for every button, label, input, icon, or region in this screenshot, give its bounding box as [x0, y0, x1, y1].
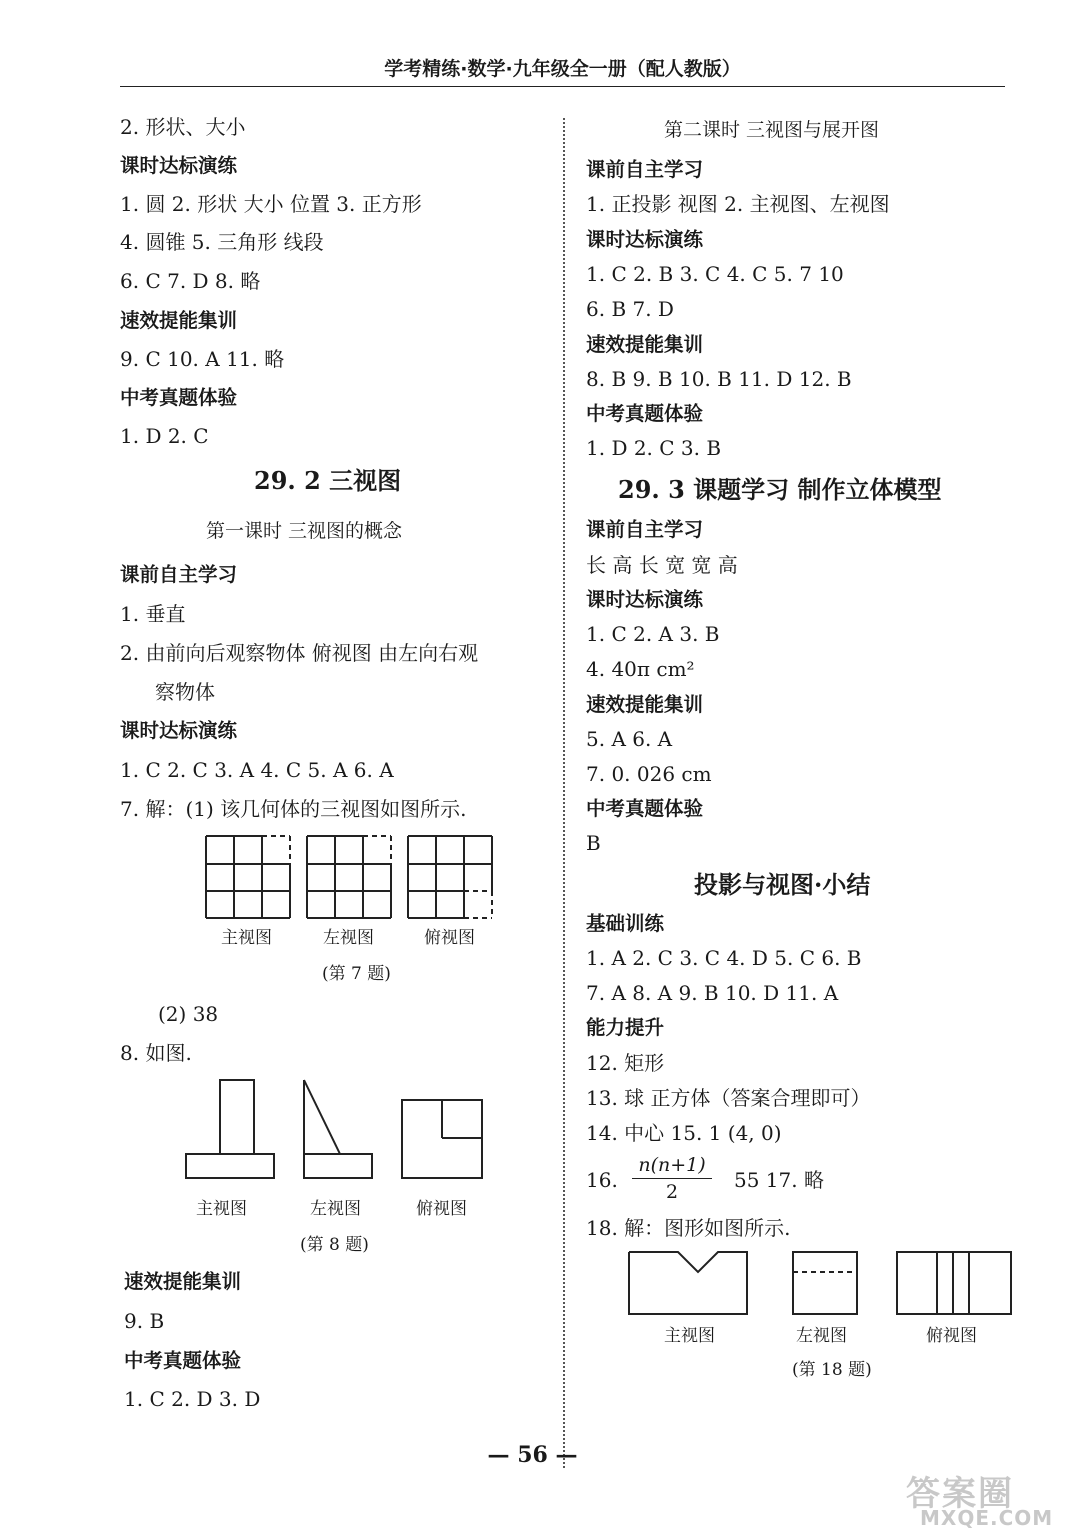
answer-line: 1. C 2. C 3. A 4. C 5. A 6. A: [120, 758, 394, 782]
answer-line: 12. 矩形: [586, 1051, 665, 1075]
answer-line: 4. 圆锥 5. 三角形 线段: [120, 230, 324, 254]
figure-8-views: [180, 1076, 500, 1184]
answer-line: 4. 40π cm²: [586, 657, 695, 681]
answer-line: 2. 由前向后观察物体 俯视图 由左向右观: [120, 641, 479, 665]
figure-18-left-view: [793, 1252, 857, 1314]
answer-line: 察物体: [155, 680, 215, 704]
figure-18-views: [620, 1246, 1020, 1318]
figure-18-label-left: 左视图: [796, 1326, 847, 1346]
answer-line: B: [586, 831, 601, 855]
figure-7-label-left: 左视图: [323, 928, 374, 948]
section-title: 29. 3 课题学习 制作立体模型: [618, 475, 942, 504]
figure-7-label-top: 俯视图: [424, 928, 475, 948]
figure-18-caption: (第 18 题): [792, 1360, 872, 1380]
figure-8-caption: (第 8 题): [300, 1235, 369, 1255]
answer-line: 9. C 10. A 11. 略: [120, 347, 285, 371]
section-heading: 速效提能集训: [124, 1270, 242, 1293]
section-heading: 中考真题体验: [120, 386, 238, 409]
figure-8-label-top: 俯视图: [416, 1199, 467, 1219]
answer-line: 2. 形状、大小: [120, 115, 246, 139]
page-number: — 56 —: [487, 1442, 578, 1468]
answer-line: 14. 中心 15. 1 (4, 0): [586, 1121, 782, 1145]
answer-line: (2) 38: [158, 1002, 219, 1026]
answer-line: 1. C 2. D 3. D: [124, 1387, 261, 1411]
section-heading: 课前自主学习: [586, 158, 704, 181]
answer-line: 1. 圆 2. 形状 大小 位置 3. 正方形: [120, 192, 422, 216]
figure-18-top-view: [897, 1252, 1011, 1314]
lesson-title: 第二课时 三视图与展开图: [664, 119, 880, 141]
section-heading: 课时达标演练: [120, 154, 238, 177]
figure-18-main-view: [629, 1252, 747, 1314]
section-heading: 能力提升: [586, 1016, 665, 1039]
answer-line: 1. D 2. C: [120, 424, 209, 448]
section-heading: 速效提能集训: [120, 309, 238, 332]
fraction-bar: [632, 1178, 712, 1179]
answer-line: 7. 0. 026 cm: [586, 762, 712, 786]
watermark-text: 答案圈: [906, 1474, 1014, 1514]
answer-number: 16.: [586, 1168, 618, 1192]
lesson-title: 第一课时 三视图的概念: [206, 520, 403, 542]
fraction-numerator: n(n+1): [638, 1154, 706, 1176]
answer-line: 5. A 6. A: [586, 727, 673, 751]
figure-18-label-top: 俯视图: [926, 1326, 977, 1346]
figure-7-caption: (第 7 题): [322, 964, 391, 984]
answer-line: 13. 球 正方体（答案合理即可）: [586, 1086, 871, 1110]
figure-7-left-view: [307, 836, 391, 918]
answer-line: 7. A 8. A 9. B 10. D 11. A: [586, 981, 839, 1005]
figure-8-label-left: 左视图: [310, 1199, 361, 1219]
section-heading: 中考真题体验: [124, 1349, 242, 1372]
section-heading: 速效提能集训: [586, 333, 704, 356]
section-heading: 速效提能集训: [586, 693, 704, 716]
figure-8-main-view: [186, 1080, 274, 1178]
figure-8-left-view: [304, 1080, 372, 1178]
answer-line: 1. C 2. B 3. C 4. C 5. 7 10: [586, 262, 844, 286]
figure-8-label-main: 主视图: [196, 1199, 247, 1219]
answer-line: 55 17. 略: [734, 1168, 824, 1192]
answer-line: 1. 垂直: [120, 602, 186, 626]
section-heading: 中考真题体验: [586, 402, 704, 425]
answer-line: 1. A 2. C 3. C 4. D 5. C 6. B: [586, 946, 862, 970]
column-divider: [563, 118, 565, 1468]
section-heading: 中考真题体验: [586, 797, 704, 820]
answer-line: 18. 解：图形如图所示.: [586, 1216, 791, 1240]
answer-line: 1. C 2. A 3. B: [586, 622, 720, 646]
section-heading: 课时达标演练: [586, 588, 704, 611]
section-heading: 课时达标演练: [120, 719, 238, 742]
answer-line: 6. C 7. D 8. 略: [120, 269, 261, 293]
section-heading: 课时达标演练: [586, 228, 704, 251]
section-heading: 课前自主学习: [120, 563, 238, 586]
watermark-url: MXQE.COM: [920, 1506, 1054, 1530]
answer-line: 9. B: [124, 1309, 165, 1333]
fraction-denominator: 2: [665, 1181, 679, 1203]
answer-line: 6. B 7. D: [586, 297, 674, 321]
answer-line: 8. B 9. B 10. B 11. D 12. B: [586, 367, 852, 391]
answer-line: 7. 解：(1) 该几何体的三视图如图所示.: [120, 797, 467, 821]
page-header: 学考精练·数学·九年级全一册（配人教版）: [120, 52, 1005, 87]
section-title: 投影与视图·小结: [694, 870, 871, 899]
answer-line: 1. 正投影 视图 2. 主视图、左视图: [586, 192, 890, 216]
figure-8-top-view: [402, 1100, 482, 1178]
answer-line: 长 高 长 宽 宽 高: [586, 553, 738, 577]
watermark-logo: [900, 1466, 1054, 1530]
section-heading: 课前自主学习: [586, 518, 704, 541]
section-title: 29. 2 三视图: [254, 466, 402, 495]
figure-7-views: [200, 832, 500, 924]
answer-line: 1. D 2. C 3. B: [586, 436, 722, 460]
figure-7-label-main: 主视图: [221, 928, 272, 948]
figure-7-main-view: [206, 836, 290, 918]
figure-18-label-main: 主视图: [664, 1326, 715, 1346]
figure-7-top-view: [408, 836, 492, 918]
section-heading: 基础训练: [586, 912, 665, 935]
answer-line: 8. 如图.: [120, 1041, 192, 1065]
